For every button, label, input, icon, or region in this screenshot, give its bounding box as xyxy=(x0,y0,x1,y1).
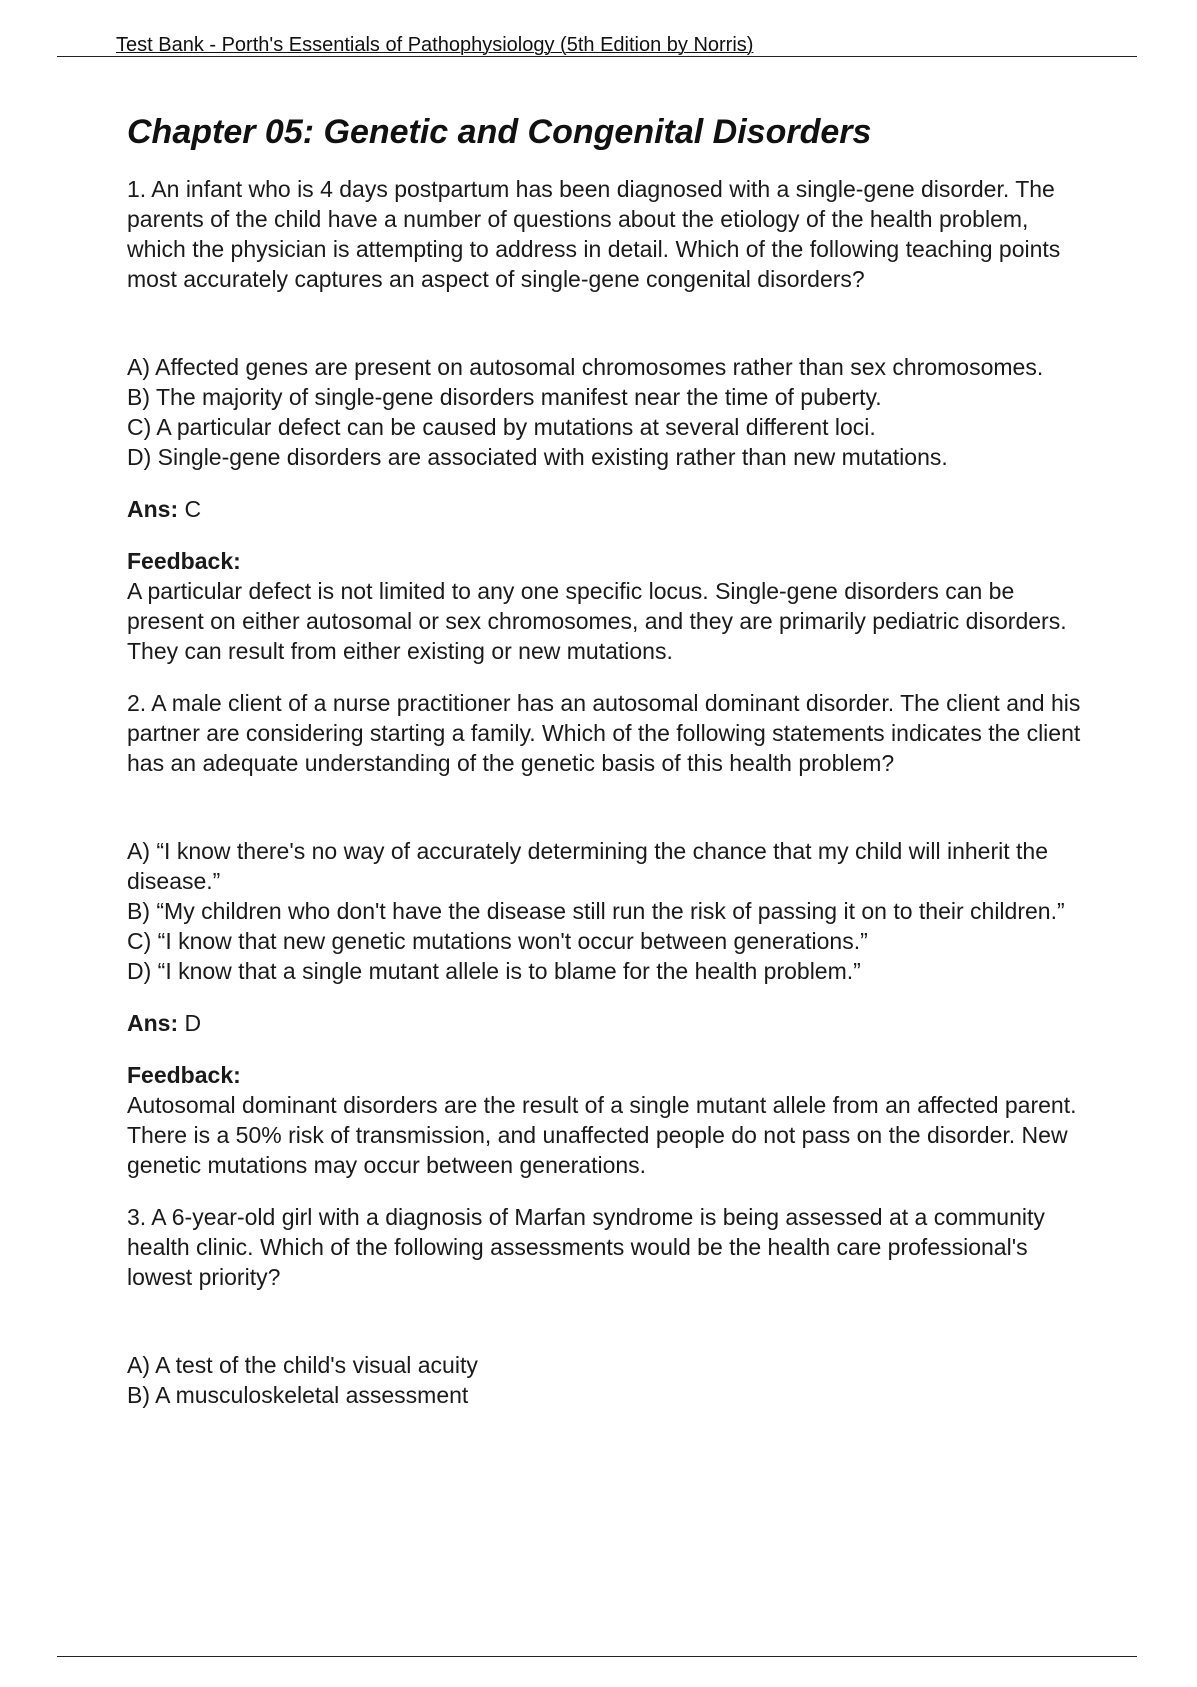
running-header: Test Bank - Porth's Essentials of Pathophysiology (5th Edition by Norris) xyxy=(116,34,754,56)
option-b: B) “My children who don't have the disease still run the risk of passing it on to their children.” xyxy=(127,898,1065,924)
chapter-title: Chapter 05: Genetic and Congenital Disorders xyxy=(127,113,872,151)
question-3 xyxy=(127,1202,1087,1410)
option-c: C) A particular defect can be caused by mutations at several different loci. xyxy=(127,414,876,440)
option-d: D) Single-gene disorders are associated with existing rather than new mutations. xyxy=(127,444,948,470)
option-b: B) A musculoskeletal assessment xyxy=(127,1382,469,1408)
option-a: A) Affected genes are present on autosomal chromosomes rather than sex chromosomes. xyxy=(127,354,1044,380)
question-1 xyxy=(127,174,1087,666)
feedback-block xyxy=(127,1060,1087,1180)
option-b: B) The majority of single-gene disorders manifest near the time of puberty. xyxy=(127,384,882,410)
feedback-text: Autosomal dominant disorders are the result of a single mutant allele from an affected parent. There is a 50% risk of transmission, and unaffected people do not pass on the disorder. New genetic mutations may occur between generations. xyxy=(127,1092,1077,1178)
option-a: A) A test of the child's visual acuity xyxy=(127,1352,478,1378)
question-stem: 2. A male client of a nurse practitioner has an autosomal dominant disorder. The client and his partner are considering starting a family. Which of the following statements indicates the client has an adequate understanding of the genetic basis of this health problem? xyxy=(127,690,1081,776)
question-stem: 3. A 6-year-old girl with a diagnosis of Marfan syndrome is being assessed at a community health clinic. Which of the following assessments would be the health care professional's lowest priority? xyxy=(127,1204,1045,1290)
footer-rule xyxy=(57,1656,1137,1657)
feedback-text: A particular defect is not limited to any one specific locus. Single-gene disorders can be present on either autosomal or sex chromosomes, and they are primarily pediatric disorders. They can result from either existing or new mutations. xyxy=(127,578,1067,664)
option-c: C) “I know that new genetic mutations won't occur between generations.” xyxy=(127,928,868,954)
answer-label: Ans: xyxy=(127,1010,179,1036)
option-d: D) “I know that a single mutant allele is to blame for the health problem.” xyxy=(127,958,861,984)
page-content xyxy=(127,110,1087,1410)
answer-options xyxy=(127,352,1087,472)
answer-line xyxy=(127,1008,1087,1038)
answer-value: C xyxy=(184,496,202,522)
feedback-label: Feedback: xyxy=(127,1062,241,1088)
feedback-label: Feedback: xyxy=(127,548,241,574)
answer-options xyxy=(127,836,1087,986)
answer-label: Ans: xyxy=(127,496,179,522)
answer-line xyxy=(127,494,1087,524)
option-a: A) “I know there's no way of accurately determining the chance that my child will inherit the disease.” xyxy=(127,838,1048,894)
question-2 xyxy=(127,688,1087,1180)
question-stem: 1. An infant who is 4 days postpartum has been diagnosed with a single-gene disorder. The parents of the child have a number of questions about the etiology of the health problem, which the physician is attempting to address in detail. Which of the following teaching points most accurately captures an aspect of single-gene congenital disorders? xyxy=(127,176,1061,292)
header-rule xyxy=(57,56,1137,57)
feedback-block xyxy=(127,546,1087,666)
answer-options xyxy=(127,1350,1087,1410)
answer-value: D xyxy=(184,1010,202,1036)
